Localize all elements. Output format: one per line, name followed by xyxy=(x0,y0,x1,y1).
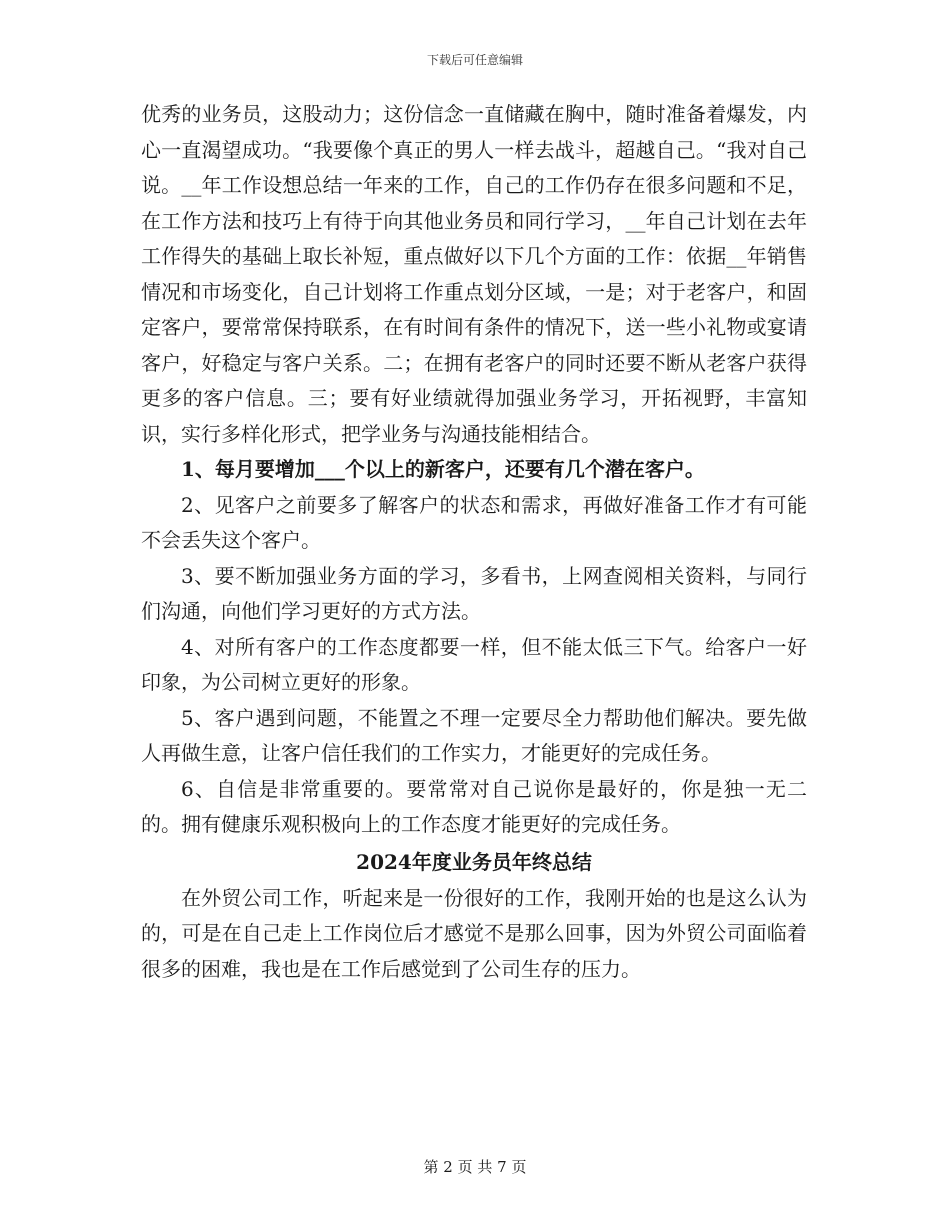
list-item-5: 5、客户遇到问题，不能置之不理一定要尽全力帮助他们解决。要先做人再做生意，让客户信任我们的工作实力，才能更好的完成任务。 xyxy=(141,705,807,765)
body-paragraph-continued: 优秀的业务员，这股动力；这份信念一直储藏在胸中，随时准备着爆发，内心一直渴望成功。“我要像个真正的男人一样去战斗，超越自己。“我对自己说。__年工作设想总结一年来的工作，自己的工作仍存在很多问题和不足，在工作方法和技巧上有待于向其他业务员和同行学习，__年自己计划在去年工作得失的基础上取长补短，重点做好以下几个方面的工作：依据__年销售情况和市场变化，自己计划将工作重点划分区域，一是；对于老客户，和固定客户，要常常保持联系，在有时间有条件的情况下，送一些小礼物或宴请客户，好稳定与客户关系。二；在拥有老客户的同时还要不断从老客户获得更多的客户信息。三；要有好业绩就得加强业务学习，开拓视野，丰富知识，实行多样化形式，把学业务与沟通技能相结合。 xyxy=(141,102,807,446)
section-paragraph: 在外贸公司工作，听起来是一份很好的工作，我刚开始的也是这么认为的，可是在自己走上工作岗位后才感觉不是那么回事，因为外贸公司面临着很多的困难，我也是在工作后感觉到了公司生存的压力。 xyxy=(141,885,807,981)
document-body xyxy=(141,97,807,987)
page-footer: 第 2 页 共 7 页 xyxy=(423,1158,527,1176)
page-header: 下载后可任意编辑 xyxy=(426,53,523,67)
list-item-1: 1、每月要增加___个以上的新客户，还要有几个潜在客户。 xyxy=(181,457,705,481)
list-item-6: 6、自信是非常重要的。要常常对自己说你是最好的，你是独一无二的。拥有健康乐观积极向上的工作态度才能更好的完成任务。 xyxy=(141,776,807,836)
list-item-2: 2、见客户之前要多了解客户的状态和需求，再做好准备工作才有可能不会丢失这个客户。 xyxy=(141,492,807,552)
list-item-3: 3、要不断加强业务方面的学习，多看书，上网查阅相关资料，与同行们沟通，向他们学习更好的方式方法。 xyxy=(141,563,807,623)
list-item-4: 4、对所有客户的工作态度都要一样，但不能太低三下气。给客户一好印象，为公司树立更好的形象。 xyxy=(141,634,807,694)
section-title: 2024年度业务员年终总结 xyxy=(356,849,592,874)
